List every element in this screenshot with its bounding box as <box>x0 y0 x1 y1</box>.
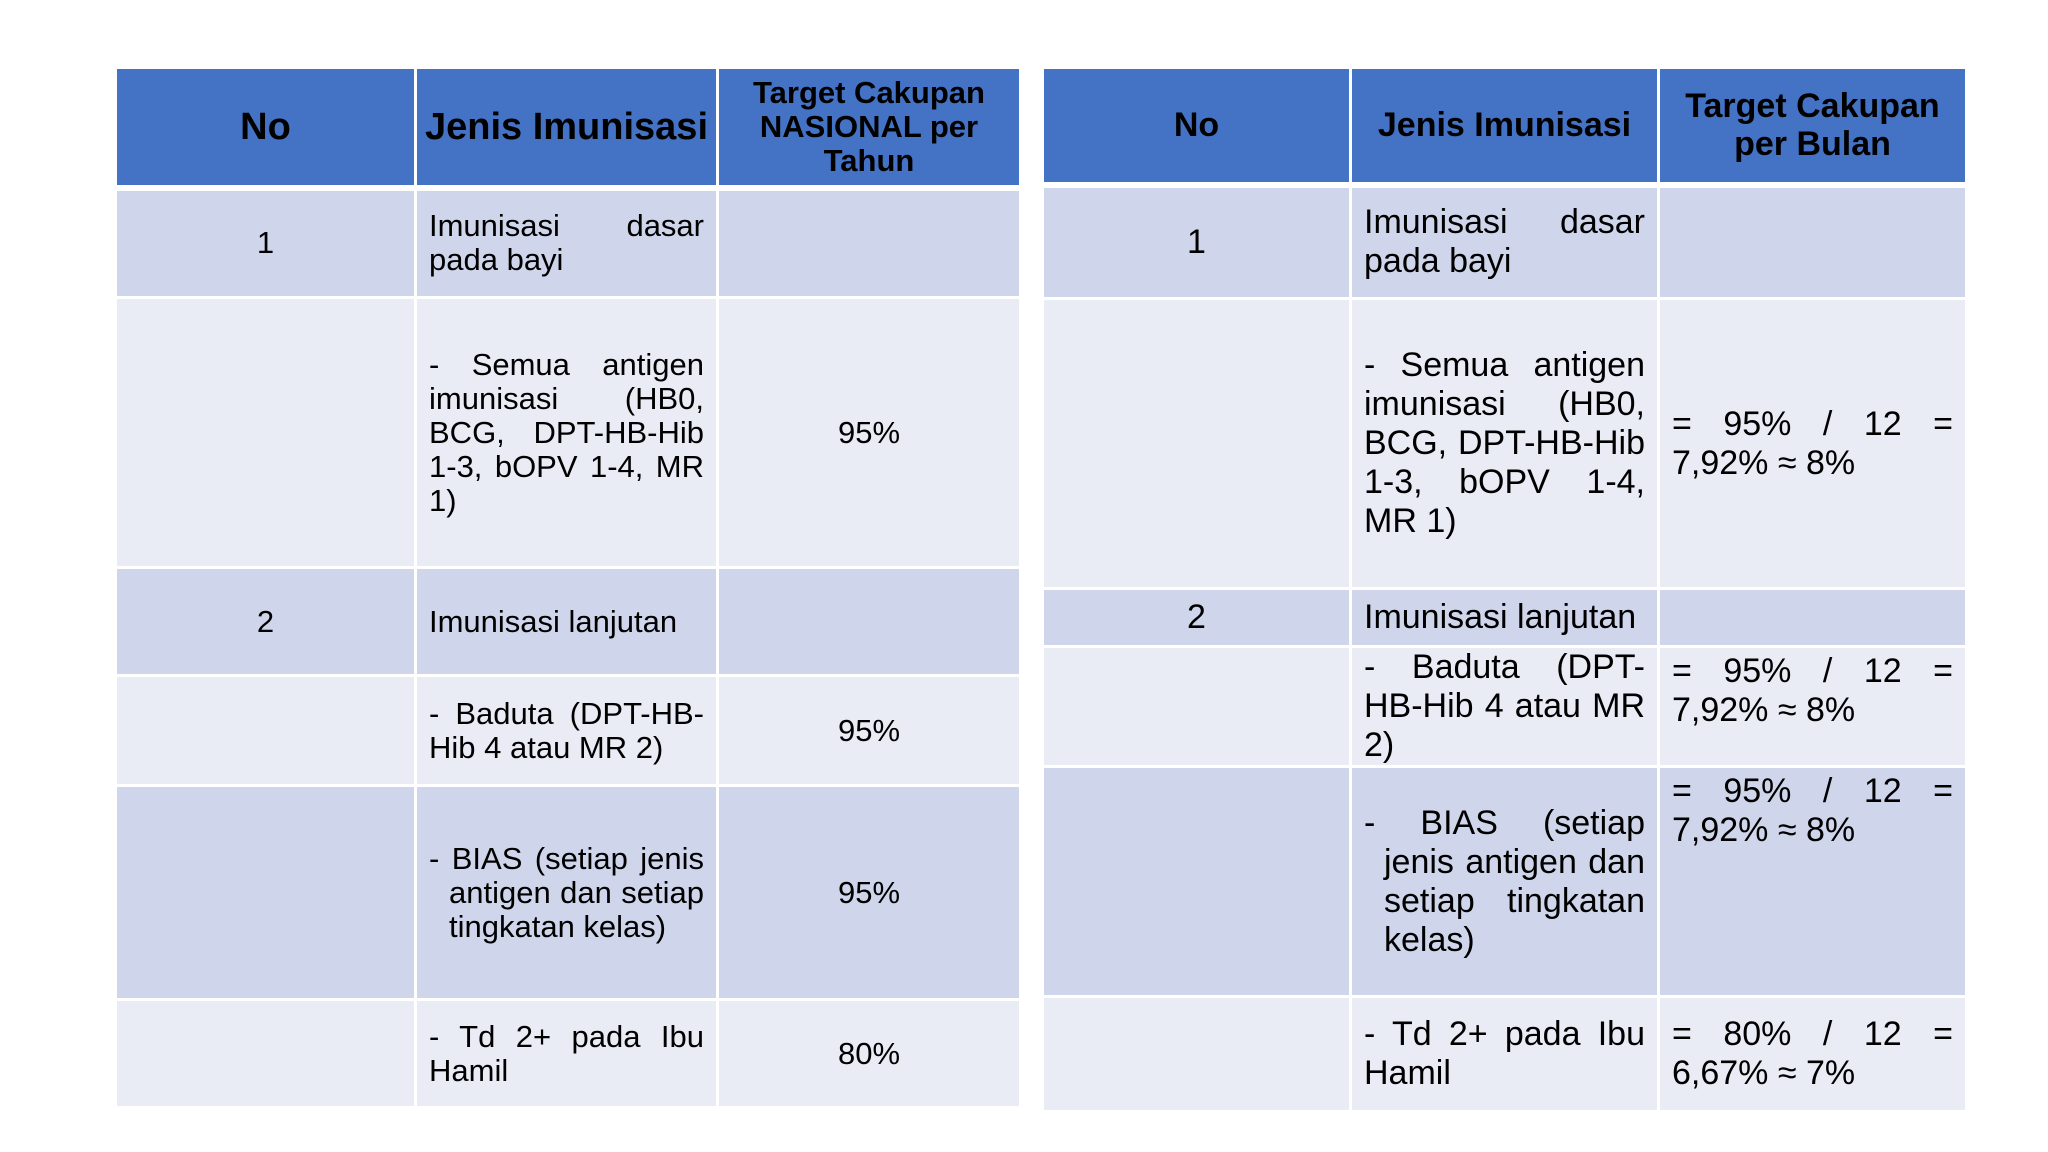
row-number <box>116 786 416 1000</box>
header-jenis-imunisasi: Jenis Imunisasi <box>416 68 718 188</box>
row-number <box>1043 647 1351 767</box>
row-number <box>116 1000 416 1108</box>
immunization-type: - Semua antigen imunisasi (HB0, BCG, DPT-HB-Hib 1-3, bOPV 1-4, MR 1) <box>1351 299 1659 589</box>
table-row <box>1043 997 1967 1112</box>
table-row <box>1043 767 1967 997</box>
header-no: No <box>1043 68 1351 185</box>
row-number <box>1043 767 1351 997</box>
immunization-type <box>1351 767 1659 997</box>
row-number: 2 <box>1043 589 1351 647</box>
coverage-target: = 95% / 12 = 7,92% ≈ 8% <box>1659 647 1967 767</box>
header-target-cakupan: Target Cakupan NASIONAL per Tahun <box>718 68 1021 188</box>
coverage-target <box>718 568 1021 676</box>
immunization-type: - Baduta (DPT-HB-Hib 4 atau MR 2) <box>1351 647 1659 767</box>
header-jenis-imunisasi: Jenis Imunisasi <box>1351 68 1659 185</box>
immunization-type: - Baduta (DPT-HB-Hib 4 atau MR 2) <box>416 676 718 786</box>
coverage-target: 80% <box>718 1000 1021 1108</box>
row-number: 1 <box>116 188 416 298</box>
row-number: 1 <box>1043 185 1351 299</box>
table-row <box>116 298 1021 568</box>
immunization-type: - Semua antigen imunisasi (HB0, BCG, DPT-HB-Hib 1-3, bOPV 1-4, MR 1) <box>416 298 718 568</box>
header-target-cakupan: Target Cakupan per Bulan <box>1659 68 1967 185</box>
table-row <box>1043 589 1967 647</box>
table-row <box>1043 185 1967 299</box>
immunization-type: Imunisasi lanjutan <box>416 568 718 676</box>
immunization-type: Imunisasi dasar pada bayi <box>416 188 718 298</box>
immunization-type: Imunisasi dasar pada bayi <box>1351 185 1659 299</box>
table-row <box>116 786 1021 1000</box>
table-row <box>116 568 1021 676</box>
immunization-type: - Td 2+ pada Ibu Hamil <box>416 1000 718 1108</box>
immunization-type <box>416 786 718 1000</box>
immunization-type: - Td 2+ pada Ibu Hamil <box>1351 997 1659 1112</box>
table-row <box>116 676 1021 786</box>
row-number: 2 <box>116 568 416 676</box>
row-number <box>1043 299 1351 589</box>
immunization-type-text: - BIAS (setiap jenis antigen dan setiap tingkatan kelas) <box>1364 803 1645 959</box>
coverage-target: = 95% / 12 = 7,92% ≈ 8% <box>1659 767 1967 997</box>
coverage-target: = 80% / 12 = 6,67% ≈ 7% <box>1659 997 1967 1112</box>
monthly-target-table <box>1041 66 1968 1113</box>
table-row <box>1043 299 1967 589</box>
coverage-target: 95% <box>718 786 1021 1000</box>
immunization-type-text: - BIAS (setiap jenis antigen dan setiap tingkatan kelas) <box>429 840 704 944</box>
coverage-target <box>1659 589 1967 647</box>
national-target-table <box>114 66 1022 1109</box>
row-number <box>1043 997 1351 1112</box>
header-no: No <box>116 68 416 188</box>
row-number <box>116 298 416 568</box>
coverage-target <box>1659 185 1967 299</box>
coverage-target: 95% <box>718 676 1021 786</box>
coverage-target <box>718 188 1021 298</box>
table-row <box>1043 647 1967 767</box>
table-row <box>116 1000 1021 1108</box>
table-row <box>116 188 1021 298</box>
immunization-type: Imunisasi lanjutan <box>1351 589 1659 647</box>
coverage-target: = 95% / 12 = 7,92% ≈ 8% <box>1659 299 1967 589</box>
coverage-target: 95% <box>718 298 1021 568</box>
row-number <box>116 676 416 786</box>
